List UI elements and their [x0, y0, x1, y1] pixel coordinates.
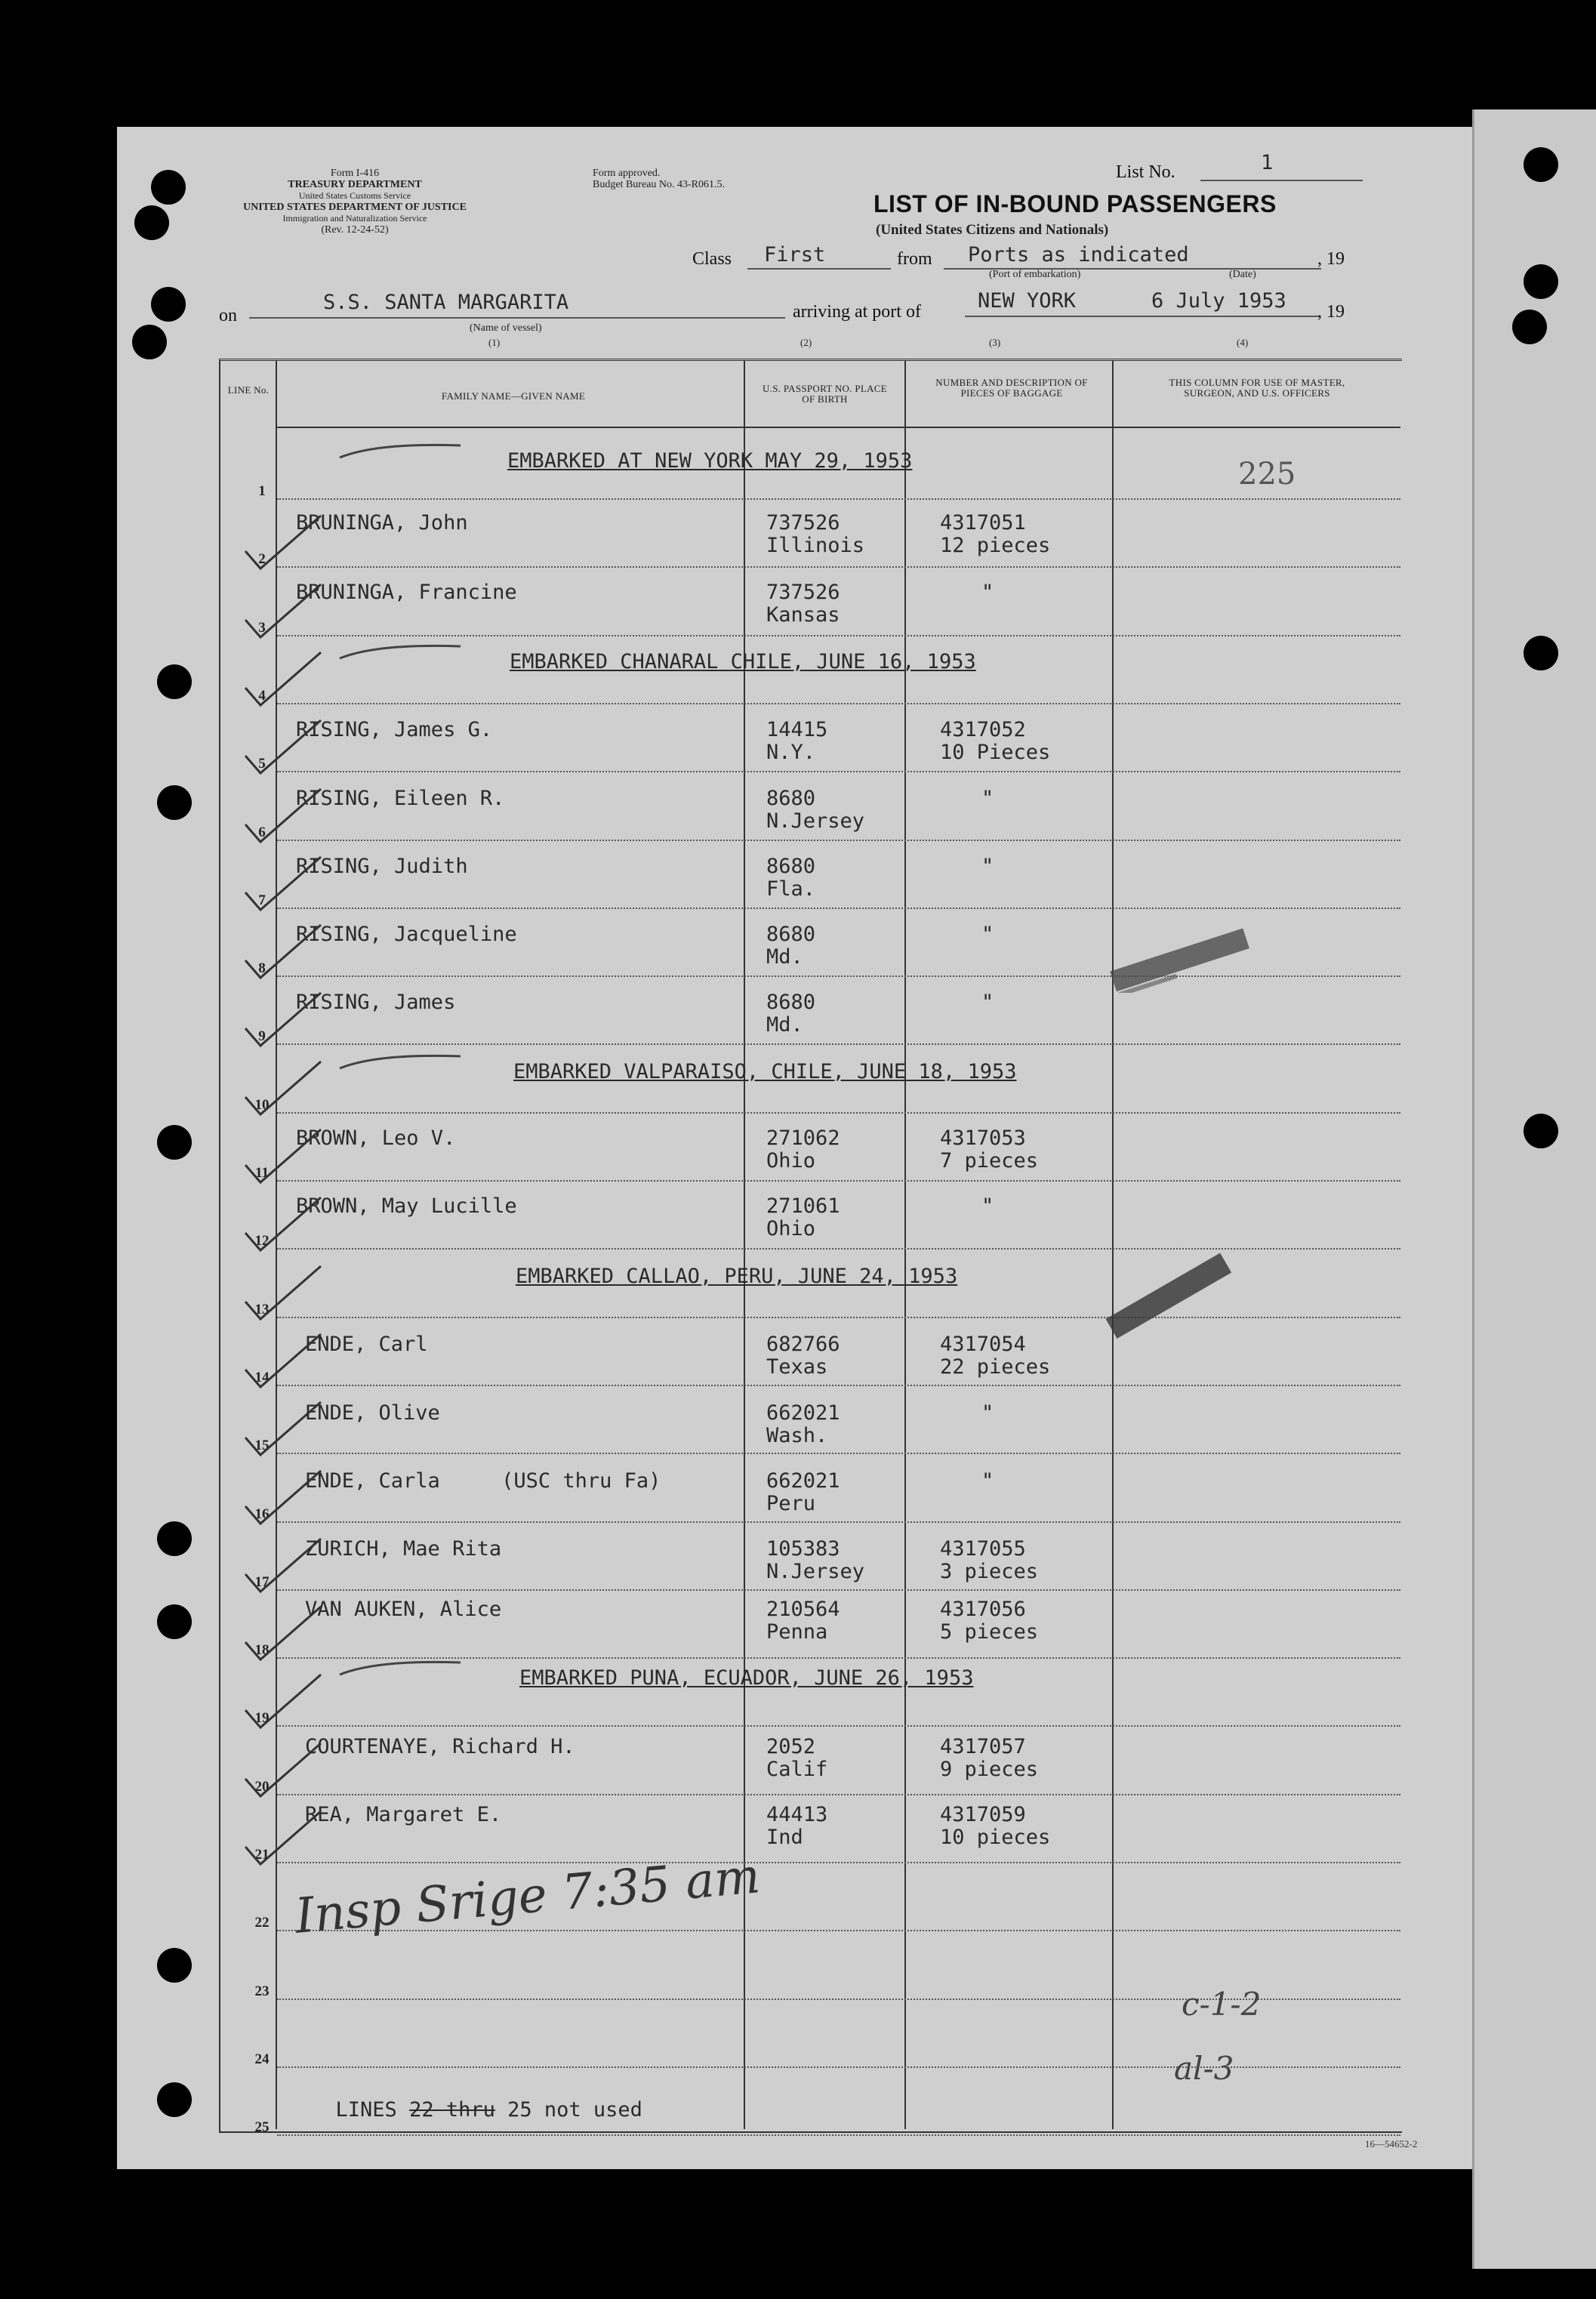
line-number: 20: [254, 1778, 270, 1795]
caption-3: (3): [989, 337, 1001, 348]
binder-hole: [157, 1521, 192, 1556]
passport-number: 8680: [766, 855, 816, 878]
list-no-label: List No.: [1116, 162, 1175, 182]
approval-block: [593, 168, 725, 190]
line-number: 10: [254, 1096, 270, 1113]
embarkation-value: Ports as indicated: [968, 243, 1189, 267]
binder-hole: [1524, 1114, 1558, 1148]
place-of-birth: Texas: [766, 1355, 828, 1379]
row-rule: [277, 1180, 1400, 1182]
line-number: 16: [254, 1505, 270, 1522]
lines-struck: 22 thru: [409, 2098, 495, 2122]
line-number: 17: [254, 1573, 270, 1590]
baggage-number: ": [981, 855, 994, 878]
list-no-underline: [1200, 180, 1363, 181]
list-no-value: 1: [1261, 151, 1274, 174]
check-mark: [230, 783, 328, 851]
check-mark: [230, 1601, 328, 1669]
arriving-label: arriving at port of: [793, 302, 921, 322]
date-caption: (Date): [1229, 269, 1256, 280]
binder-hole: [157, 1125, 192, 1160]
place-of-birth: Md.: [766, 1013, 803, 1037]
handwritten-al: al-3: [1174, 2050, 1234, 2087]
agency-header: [204, 168, 506, 236]
passport-number: 105383: [766, 1537, 840, 1561]
line-number: 25: [254, 2119, 270, 2136]
passenger-name: BRUNINGA, John: [296, 511, 468, 535]
embarked-heading: EMBARKED CHANARAL CHILE, JUNE 16, 1953: [510, 650, 976, 673]
customs-service: United States Customs Service: [298, 190, 411, 201]
justice-dept: UNITED STATES DEPARTMENT OF JUSTICE: [243, 202, 467, 213]
passenger-name: RISING, Eileen R.: [296, 787, 505, 810]
baggage-number: 4317056: [940, 1598, 1026, 1621]
lines-prefix: LINES: [335, 2098, 410, 2122]
year-label-2: , 19: [1317, 302, 1345, 322]
col-header-name: FAMILY NAME—GIVEN NAME: [441, 390, 586, 402]
passport-number: 8680: [766, 787, 816, 810]
caption-1: (1): [488, 337, 501, 348]
binder-hole: [1524, 264, 1558, 299]
binder-hole: [151, 287, 186, 322]
embarked-heading: EMBARKED PUNA, ECUADOR, JUNE 26, 1953: [519, 1666, 974, 1690]
stamp-mark: [1106, 1253, 1232, 1339]
check-mark: [230, 1328, 328, 1396]
baggage-description: 22 pieces: [940, 1355, 1051, 1379]
passenger-name: BROWN, Leo V.: [296, 1126, 456, 1150]
baggage-number: 4317052: [940, 718, 1026, 741]
baggage-description: 10 Pieces: [940, 741, 1051, 764]
lines-not-used: [311, 2076, 642, 2122]
col-header-officers: THIS COLUMN FOR USE OF MASTER, SURGEON, AND U.S. OFFICERS: [1169, 377, 1345, 399]
passenger-name: ZURICH, Mae Rita: [305, 1537, 502, 1561]
line-number: 3: [258, 619, 266, 636]
row-rule: [277, 771, 1400, 772]
arrival-port: NEW YORK: [978, 289, 1077, 313]
baggage-number: ": [981, 787, 994, 810]
line-number: 6: [258, 824, 266, 840]
revision: (Rev. 12-24-52): [321, 224, 389, 236]
caption-2: (2): [800, 337, 812, 348]
caption-4: (4): [1237, 337, 1249, 348]
line-number: 11: [255, 1165, 269, 1181]
check-mark: [230, 919, 328, 987]
passenger-name: RISING, Jacqueline: [296, 923, 517, 946]
col-header-line: LINE No.: [227, 384, 270, 396]
check-mark: [230, 987, 328, 1055]
line-number: 12: [254, 1233, 270, 1250]
passport-number: 2052: [766, 1735, 816, 1758]
col-header-baggage: NUMBER AND DESCRIPTION OF PIECES OF BAGGAGE: [935, 377, 1088, 399]
baggage-number: ": [981, 1194, 994, 1218]
baggage-number: ": [981, 923, 994, 946]
form-approved: Form approved.: [593, 168, 661, 179]
stamp-mark: [1110, 928, 1251, 993]
baggage-number: 4317055: [940, 1537, 1026, 1561]
row-rule: [277, 1385, 1400, 1386]
place-of-birth: N.Y.: [766, 741, 816, 764]
arrival-date: 6 July 1953: [1151, 289, 1286, 313]
col-divider-passport: [904, 361, 906, 2129]
embarkation-caption: (Port of embarkation): [989, 269, 1081, 280]
col-divider-baggage: [1112, 361, 1114, 2129]
row-rule: [277, 703, 1400, 704]
row-rule: [277, 1794, 1400, 1795]
pen-stroke: [332, 1652, 468, 1682]
line-number: 9: [258, 1028, 266, 1045]
check-mark: [230, 1669, 328, 1737]
check-mark: [230, 851, 328, 919]
binder-hole: [157, 1948, 192, 1983]
place-of-birth: Md.: [766, 945, 803, 969]
pen-stroke: [332, 1046, 468, 1076]
check-mark: [230, 1737, 328, 1805]
line-number: 1: [258, 483, 266, 499]
row-rule: [277, 840, 1400, 841]
baggage-number: 4317054: [940, 1333, 1026, 1356]
baggage-description: 3 pieces: [940, 1560, 1039, 1583]
passenger-name: RISING, James: [296, 991, 456, 1014]
passport-stamp: [1102, 925, 1268, 993]
binder-hole: [157, 664, 192, 699]
handwritten-inspection: Insp Srige 7:35 am: [292, 1848, 763, 1945]
line-number: 8: [258, 960, 266, 977]
passenger-name: ENDE, Carl: [305, 1333, 428, 1356]
baggage-description: 9 pieces: [940, 1758, 1039, 1781]
row-rule: [277, 1453, 1400, 1454]
embarked-heading: EMBARKED CALLAO, PERU, JUNE 24, 1953: [516, 1265, 958, 1288]
passport-number: 8680: [766, 991, 816, 1014]
passenger-name: BRUNINGA, Francine: [296, 581, 517, 604]
check-mark: [230, 714, 328, 782]
class-underline: [747, 268, 891, 270]
line-number: 13: [254, 1301, 270, 1317]
page-title: LIST OF IN-BOUND PASSENGERS: [873, 190, 1277, 217]
passport-number: 271061: [766, 1194, 840, 1218]
line-number: 24: [254, 2051, 270, 2067]
binder-hole: [157, 2082, 192, 2117]
passport-number: 14415: [766, 718, 828, 741]
line-number: 22: [254, 1915, 270, 1931]
baggage-description: 5 pieces: [940, 1620, 1039, 1644]
form-number: Form I-416: [330, 168, 380, 179]
baggage-number: 4317053: [940, 1126, 1026, 1150]
passenger-name: RISING, James G.: [296, 718, 493, 741]
header-rule: [276, 427, 1400, 428]
passenger-name: COURTENAYE, Richard H.: [305, 1735, 575, 1758]
passport-number: 682766: [766, 1333, 840, 1356]
place-of-birth: Calif: [766, 1758, 828, 1781]
row-rule: [277, 1589, 1400, 1591]
passenger-name: REA, Margaret E.: [305, 1803, 502, 1826]
passenger-name: ENDE, Olive: [305, 1401, 440, 1425]
on-label: on: [219, 306, 237, 325]
line-number: 15: [254, 1438, 270, 1454]
passport-number: 737526: [766, 581, 840, 604]
line-number: 7: [258, 892, 266, 908]
baggage-number: ": [981, 581, 994, 604]
row-rule: [277, 498, 1400, 500]
baggage-description: 12 pieces: [940, 534, 1051, 557]
line-number: 21: [254, 1847, 270, 1863]
check-mark: [230, 1260, 328, 1328]
year-label-1: , 19: [1317, 249, 1345, 269]
row-rule: [277, 1112, 1400, 1114]
officer-number: 225: [1238, 457, 1296, 492]
passenger-name: VAN AUKEN, Alice: [305, 1598, 502, 1621]
place-of-birth: Ohio: [766, 1217, 816, 1240]
col-header-passport: U.S. PASSPORT NO. PLACE OF BIRTH: [762, 383, 888, 405]
row-rule: [277, 1521, 1400, 1523]
line-number: 5: [258, 756, 266, 772]
check-mark: [230, 1396, 328, 1464]
passport-number: 662021: [766, 1469, 840, 1493]
binder-hole: [134, 205, 169, 240]
pen-stroke: [332, 636, 468, 666]
vessel-name: S.S. SANTA MARGARITA: [323, 291, 569, 314]
binder-hole: [157, 1604, 192, 1639]
arrival-underline: [965, 316, 1320, 317]
check-mark: [230, 1191, 328, 1259]
place-of-birth: Kansas: [766, 603, 840, 627]
place-of-birth: Peru: [766, 1492, 816, 1515]
check-mark: [230, 646, 328, 714]
baggage-number: ": [981, 1401, 994, 1425]
binder-hole: [1524, 147, 1558, 182]
budget-bureau: Budget Bureau No. 43-R061.5.: [593, 179, 725, 190]
line-number: 18: [254, 1642, 270, 1659]
check-mark: [230, 1056, 328, 1123]
passenger-name: BROWN, May Lucille: [296, 1194, 517, 1218]
class-label: Class: [692, 249, 732, 269]
check-mark: [230, 578, 328, 646]
vessel-underline: [249, 317, 785, 319]
binder-hole: [151, 170, 186, 205]
place-of-birth: N.Jersey: [766, 1560, 865, 1583]
baggage-number: ": [981, 1469, 994, 1493]
row-rule: [277, 1725, 1400, 1727]
binder-hole: [132, 325, 167, 359]
row-rule: [277, 908, 1400, 909]
passport-number: 662021: [766, 1401, 840, 1425]
baggage-number: ": [981, 991, 994, 1014]
baggage-description: 10 pieces: [940, 1826, 1051, 1849]
page-subtitle: (United States Citizens and Nationals): [876, 222, 1109, 238]
check-mark: [230, 510, 328, 578]
class-value: First: [764, 243, 826, 267]
lines-suffix: 25 not used: [495, 2098, 642, 2122]
line-number: 19: [254, 1710, 270, 1727]
footer-code: 16—54652-2: [1365, 2138, 1418, 2150]
binder-hole: [1524, 636, 1558, 670]
row-rule: [277, 566, 1400, 568]
line-number: 23: [254, 1983, 270, 1999]
handwritten-c: c-1-2: [1182, 1986, 1262, 2023]
vessel-caption: (Name of vessel): [470, 322, 542, 334]
row-rule: [277, 1862, 1400, 1863]
line-number: 2: [258, 551, 266, 568]
baggage-number: 4317057: [940, 1735, 1026, 1758]
embarked-heading: EMBARKED VALPARAISO, CHILE, JUNE 18, 1953: [513, 1060, 1017, 1083]
baggage-number: 4317059: [940, 1803, 1026, 1826]
passport-number: 210564: [766, 1598, 840, 1621]
place-of-birth: Ohio: [766, 1149, 816, 1173]
treasury-dept: TREASURY DEPARTMENT: [288, 179, 422, 190]
pen-stroke: [332, 435, 468, 465]
adjacent-sheet-edge: [1472, 109, 1596, 2269]
binder-hole: [157, 785, 192, 820]
baggage-number: 4317051: [940, 511, 1026, 535]
passport-number: 737526: [766, 511, 840, 535]
passenger-name: RISING, Judith: [296, 855, 468, 878]
binder-hole: [1512, 310, 1547, 344]
check-mark: [230, 1805, 328, 1873]
embarked-heading: EMBARKED AT NEW YORK MAY 29, 1953: [507, 449, 913, 473]
place-of-birth: N.Jersey: [766, 809, 865, 833]
check-mark: [230, 1465, 328, 1533]
place-of-birth: Ind: [766, 1826, 803, 1849]
place-of-birth: Illinois: [766, 534, 865, 557]
place-of-birth: Penna: [766, 1620, 828, 1644]
passport-number: 271062: [766, 1126, 840, 1150]
passenger-name: ENDE, Carla (USC thru Fa): [305, 1469, 661, 1493]
passport-stamp: [1095, 1250, 1246, 1340]
baggage-description: 7 pieces: [940, 1149, 1039, 1173]
passport-number: 44413: [766, 1803, 828, 1826]
place-of-birth: Wash.: [766, 1424, 828, 1447]
line-number: 4: [258, 687, 266, 704]
check-mark: [230, 1533, 328, 1601]
from-label: from: [897, 249, 932, 269]
ins-service: Immigration and Naturalization Service: [282, 213, 427, 223]
row-rule: [277, 2134, 1400, 2136]
place-of-birth: Fla.: [766, 877, 816, 901]
check-mark: [230, 1123, 328, 1191]
passport-number: 8680: [766, 923, 816, 946]
line-number: 14: [254, 1369, 270, 1385]
